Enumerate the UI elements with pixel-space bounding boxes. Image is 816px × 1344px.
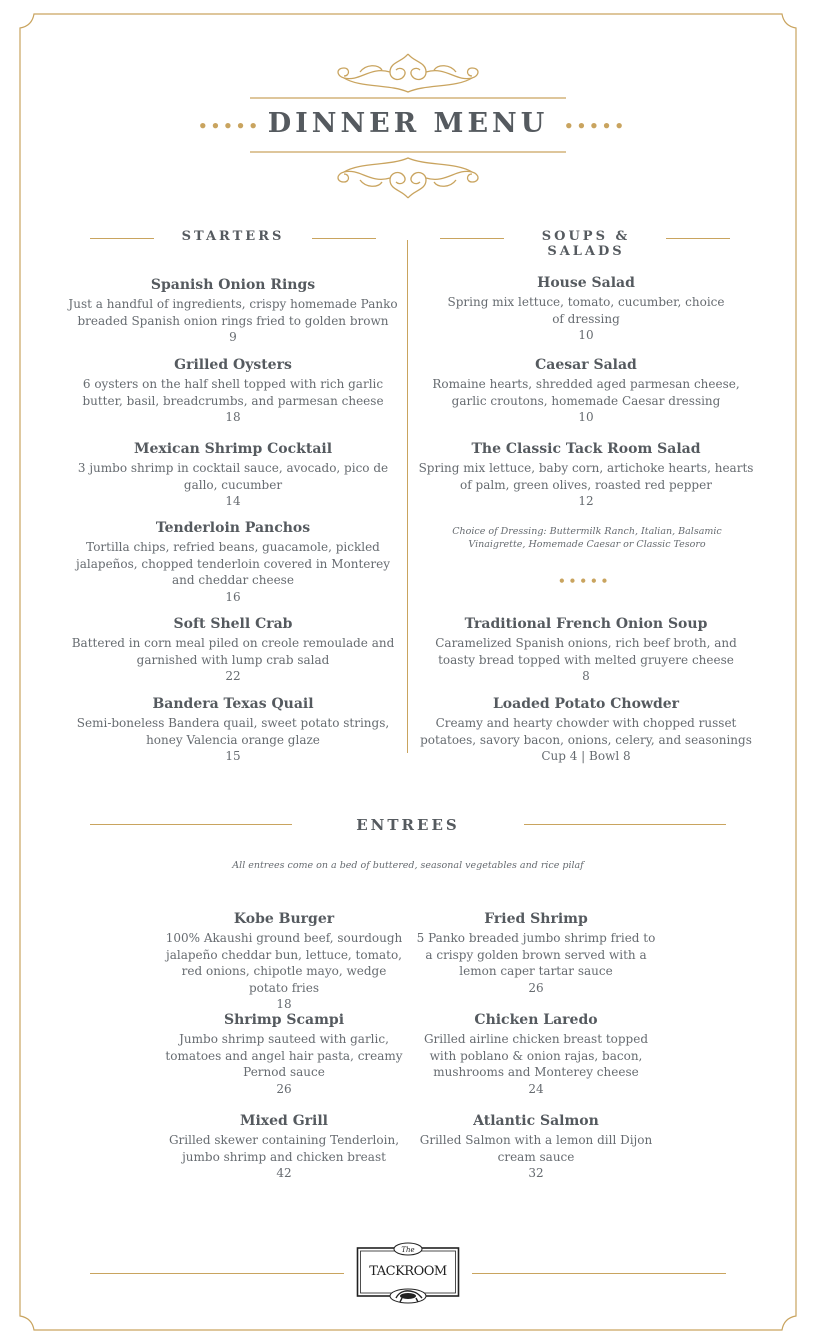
- item-price: 24: [528, 1081, 544, 1096]
- item-price: 10: [578, 410, 594, 424]
- item-name: Spanish Onion Rings: [150, 277, 316, 293]
- item-description: Spring mix lettuce, baby corn, artichoke hearts, hearts of palm, green olives, roasted red pepper: [418, 461, 754, 492]
- menu-item: [418, 615, 754, 685]
- menu-item: [164, 1112, 404, 1182]
- menu-item: [64, 356, 402, 426]
- menu-item: [64, 440, 402, 510]
- item-price: 18: [276, 997, 292, 1011]
- menu-item: [416, 1112, 656, 1182]
- item-name: Atlantic Salmon: [473, 1113, 599, 1129]
- item-name: Traditional French Onion Soup: [464, 616, 708, 632]
- item-description: 3 jumbo shrimp in cocktail sauce, avocado, pico de gallo, cucumber: [77, 461, 389, 492]
- item-price: 42: [276, 1166, 292, 1180]
- item-price: 10: [578, 328, 594, 342]
- entrees-rule-left: [90, 824, 292, 825]
- item-description: Battered in corn meal piled on creole remoulade and garnished with lump crab salad: [71, 636, 395, 667]
- entrees-note: All entrees come on a bed of buttered, seasonal vegetables and rice pilaf: [232, 860, 584, 871]
- top-flourish-ornament: [240, 48, 576, 104]
- item-name: Loaded Potato Chowder: [492, 696, 680, 712]
- item-price: 9: [229, 330, 237, 344]
- menu-item: [416, 910, 656, 996]
- menu-item: [64, 615, 402, 685]
- item-name: Grilled Oysters: [174, 357, 292, 373]
- item-name: Kobe Burger: [233, 911, 335, 927]
- item-description: Grilled Salmon with a lemon dill Dijon cream sauce: [419, 1133, 653, 1164]
- item-price: 12: [578, 494, 594, 508]
- item-name: House Salad: [537, 275, 635, 291]
- item-description: 6 oysters on the half shell topped with rich garlic butter, basil, breadcrumbs, and parmesan cheese: [82, 377, 384, 408]
- title-dots-right: •••••: [564, 117, 627, 135]
- item-price: 8: [582, 669, 590, 683]
- menu-item: [164, 1011, 404, 1097]
- menu-item: [64, 276, 402, 346]
- svg-text:TACKROOM: TACKROOM: [369, 1264, 447, 1279]
- item-price: 26: [276, 1081, 292, 1096]
- item-description: Spring mix lettuce, tomato, cucumber, choice of dressing: [447, 295, 725, 326]
- item-description: 100% Akaushi ground beef, sourdough jalapeño cheddar bun, lettuce, tomato, red onions, chipotle mayo, wedge potato fries: [165, 931, 403, 995]
- menu-item: [64, 695, 402, 765]
- item-description: Romaine hearts, shredded aged parmesan cheese, garlic croutons, homemade Caesar dressing: [432, 377, 740, 408]
- entrees-rule-right: [524, 824, 726, 825]
- item-description: Grilled skewer containing Tenderloin, jumbo shrimp and chicken breast: [168, 1133, 400, 1164]
- soups-rule-right: [666, 238, 730, 239]
- item-price: 14: [225, 494, 241, 508]
- item-description: Caramelized Spanish onions, rich beef broth, and toasty bread topped with melted gruyere cheese: [435, 636, 737, 667]
- page-title: DINNER MENU: [267, 108, 549, 139]
- item-name: Fried Shrimp: [484, 911, 588, 927]
- starters-rule-left: [90, 238, 154, 239]
- item-description: Grilled airline chicken breast topped with poblano & onion rajas, bacon, mushrooms and Monterey cheese: [423, 1032, 649, 1079]
- item-name: Caesar Salad: [535, 357, 637, 373]
- item-price: 22: [225, 669, 241, 683]
- soups-salads-heading: SOUPS & SALADS: [541, 229, 631, 259]
- item-name: Tenderloin Panchos: [155, 520, 311, 536]
- item-price: 32: [528, 1166, 544, 1180]
- dressing-note: Choice of Dressing: Buttermilk Ranch, Italian, Balsamic Vinaigrette, Homemade Caesar or Classic Tesoro: [452, 526, 722, 550]
- item-name: Bandera Texas Quail: [152, 696, 314, 712]
- menu-item: [418, 274, 754, 344]
- menu-item: [164, 910, 404, 1013]
- item-name: The Classic Tack Room Salad: [471, 441, 701, 457]
- item-name: Soft Shell Crab: [173, 616, 293, 632]
- item-price: 18: [225, 410, 241, 424]
- section-divider-dots: •••••: [558, 574, 612, 588]
- item-price: Cup 4 | Bowl 8: [541, 749, 631, 763]
- item-description: Jumbo shrimp sauteed with garlic, tomatoes and angel hair pasta, creamy Pernod sauce: [165, 1032, 403, 1079]
- tack-room-logo: [356, 1240, 460, 1304]
- entrees-heading: ENTREES: [356, 816, 460, 834]
- item-price: 15: [225, 749, 241, 763]
- item-name: Mixed Grill: [239, 1113, 329, 1129]
- item-name: Shrimp Scampi: [223, 1012, 345, 1028]
- soups-rule-left: [440, 238, 504, 239]
- menu-item: [416, 1011, 656, 1097]
- menu-item: [418, 440, 754, 510]
- footer-rule-left: [90, 1273, 344, 1274]
- menu-item: [418, 356, 754, 426]
- item-name: Mexican Shrimp Cocktail: [133, 441, 333, 457]
- item-name: Chicken Laredo: [474, 1012, 598, 1028]
- footer-rule-right: [472, 1273, 726, 1274]
- bottom-flourish-ornament: [240, 148, 576, 204]
- menu-item: [64, 519, 402, 605]
- item-description: Semi-boneless Bandera quail, sweet potato strings, honey Valencia orange glaze: [76, 716, 390, 747]
- item-description: 5 Panko breaded jumbo shrimp fried to a crispy golden brown served with a lemon caper tartar sauce: [416, 931, 656, 978]
- item-description: Tortilla chips, refried beans, guacamole, pickled jalapeños, chopped tenderloin covered in Monterey and cheddar cheese: [76, 540, 390, 587]
- item-description: Just a handful of ingredients, crispy homemade Panko breaded Spanish onion rings fried to golden brown: [68, 297, 398, 328]
- title-dots-left: •••••: [198, 117, 261, 135]
- svg-text:The: The: [401, 1246, 415, 1254]
- column-divider: [407, 240, 408, 753]
- item-description: Creamy and hearty chowder with chopped russet potatoes, savory bacon, onions, celery, and seasonings: [420, 716, 752, 747]
- starters-rule-right: [312, 238, 376, 239]
- item-price: 26: [528, 980, 544, 995]
- starters-heading: STARTERS: [181, 229, 285, 244]
- item-price: 16: [225, 589, 241, 604]
- menu-item: [418, 695, 754, 765]
